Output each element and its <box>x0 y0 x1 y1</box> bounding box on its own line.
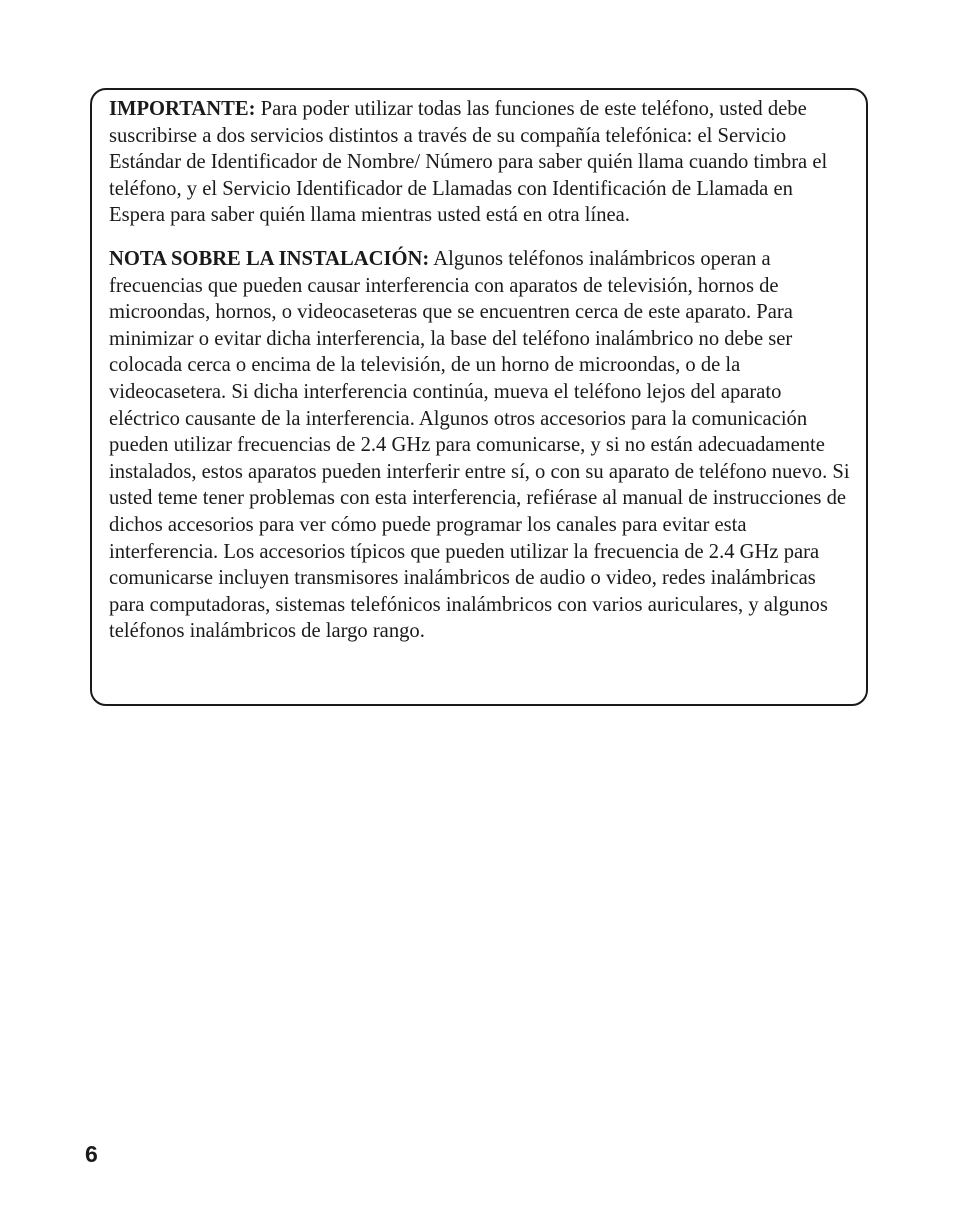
important-text: Para poder utilizar todas las funciones de este teléfono, usted debe suscribirse a dos servicios distintos a través de su compañía telefónica: el Servicio Estándar de Identificador de Nombre/ Número para saber quién llama cuando timbra el teléfono, y el Servicio Identificador de Llamadas con Identificación de Llamada en Espera para saber quién llama mientras usted está en otra línea. <box>109 98 828 227</box>
installation-note-label: NOTA SOBRE LA INSTALACIÓN: <box>109 247 430 270</box>
page-number: 6 <box>85 1141 98 1167</box>
important-label: IMPORTANTE: <box>109 98 256 120</box>
installation-note-paragraph <box>109 246 852 645</box>
installation-note-text: Algunos teléfonos inalámbricos operan a frecuencias que pueden causar interferencia con aparatos de televisión, hornos de microondas, hornos, o videocaseteras que se encuentren cerca de este aparato. Para minimizar o evitar dicha interferencia, la base del teléfono inalámbrico no debe ser colocada cerca o encima de la televisión, de un horno de microondas, o de la videocasetera. Si dicha interferencia continúa, mueva el teléfono lejos del aparato eléctrico causante de la interferencia. Algunos otros accesorios para la comunicación pueden utilizar frecuencias de 2.4 GHz para comunicarse, y si no están adecuadamente instalados, estos aparatos pueden interferir entre sí, o con su aparato de teléfono nuevo. Si usted teme tener problemas con esta interferencia, refiérase al manual de instrucciones de dichos accesorios para ver cómo puede programar los canales para evitar esta interferencia. Los accesorios típicos que pueden utilizar la frecuencia de 2.4 GHz para comunicarse incluyen transmisores inalámbricos de audio o video, redes inalámbricas para computadoras, sistemas telefónicos inalámbricos con varios auriculares, y algunos teléfonos inalámbricos de largo rango. <box>109 247 850 643</box>
important-paragraph <box>109 96 852 229</box>
notice-box <box>90 88 868 706</box>
